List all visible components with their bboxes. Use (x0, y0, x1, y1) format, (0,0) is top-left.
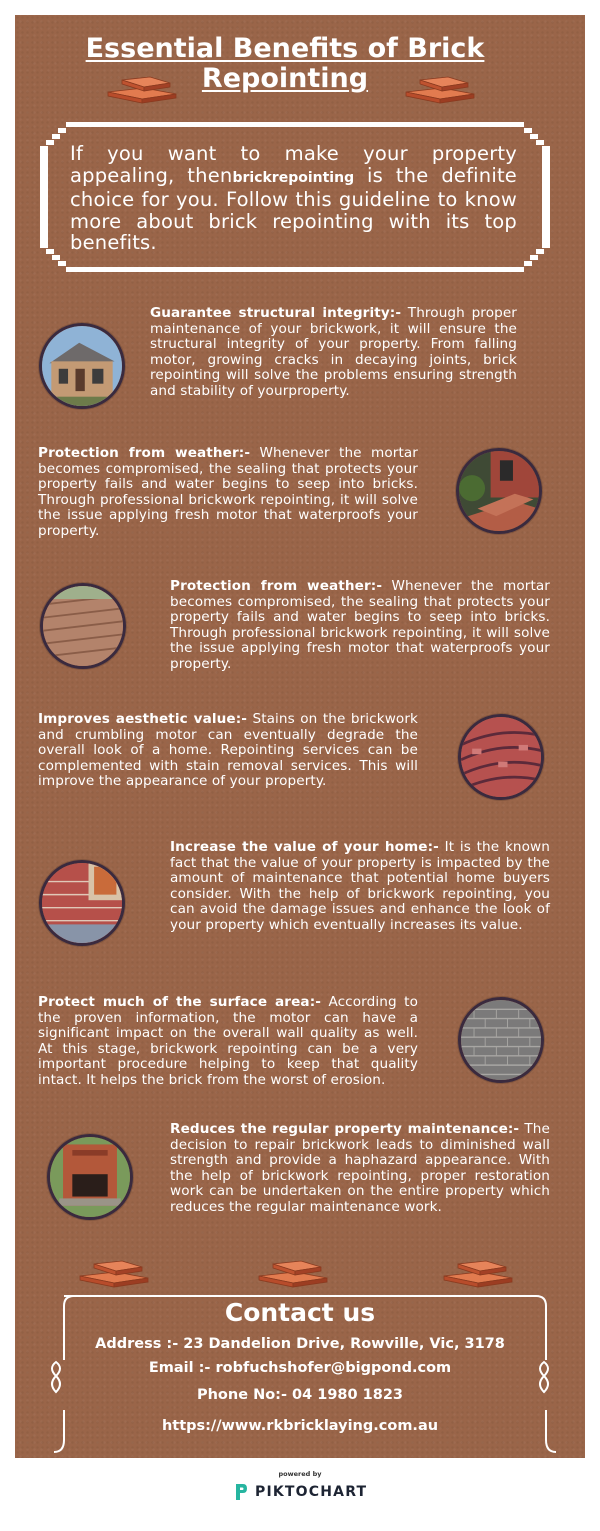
grey-brick-wall-photo (458, 997, 544, 1083)
contact-website-link[interactable]: https://www.rkbricklaying.com.au (161, 1418, 439, 1434)
brick-stack-icon (402, 72, 478, 104)
benefit-item: Guarantee structural integrity:- Through proper maintenance of your brickwork, it will ensure the structural integrity of your property. From falling motor, growing cracks in decaying joints, brick repointing will solve the problems ensuring strength and stability of yourproperty. (150, 305, 517, 399)
brick-steps-photo (456, 448, 542, 534)
contact-email[interactable]: Email :- robfuchshofer@bigpond.com (148, 1360, 452, 1376)
brick-house-photo (39, 323, 125, 409)
powered-by-label: powered by (278, 1470, 322, 1478)
benefit-item: Protection from weather:- Whenever the mortar becomes compromised, the sealing that protects your property fails and water begins to seep into bricks. Through professional brickwork repointing, it will solve the issue applying fresh motor that waterproofs your property. (170, 578, 550, 672)
roof-tiles-photo (40, 583, 126, 669)
contact-address: Address :- 23 Dandelion Drive, Rowville, Vic, 3178 (95, 1336, 505, 1352)
piktochart-wordmark: PIKTOCHART (255, 1484, 368, 1500)
piktochart-logo[interactable] (233, 1480, 373, 1504)
intro-highlight: brickrepointing (232, 169, 355, 186)
benefit-item: Protect much of the surface area:- According to the proven information, the motor can have a significant impact on the overall wall quality as well. At this stage, brickwork repointing can be a very important procedure helping to keep that quality intact. It helps the brick from the worst of erosion. (38, 994, 418, 1088)
contact-title: Contact us (224, 1298, 376, 1327)
benefit-item: Increase the value of your home:- It is the known fact that the value of your property is impacted by the amount of maintenance that potential home buyers consider. With the help of brickwork repointing, you can avoid the damage issues and enhance the look of your property which eventually increases its value. (170, 839, 550, 933)
brick-stack-icon (255, 1256, 331, 1288)
brick-stack-icon (76, 1256, 152, 1288)
benefit-item: Reduces the regular property maintenance:- The decision to repair brickwork leads to diminished wall strength and provide a haphazard appearance. With the help of brickwork repointing, proper restoration work can be undertaken on the entire property which reduces the regular maintenance work. (170, 1121, 550, 1215)
brick-stack-icon (104, 72, 180, 104)
brick-fireplace-photo (47, 1134, 133, 1220)
brick-stack-icon (440, 1256, 516, 1288)
curved-brick-photo (458, 714, 544, 800)
title-line-2: Repointing (201, 63, 369, 94)
contact-phone: Phone No:- 04 1980 1823 (196, 1387, 404, 1403)
benefit-item: Protection from weather:- Whenever the mortar becomes compromised, the sealing that protects your property fails and water begins to seep into bricks. Through professional brickwork repointing, it will solve the issue applying fresh motor that waterproofs your property. (38, 445, 418, 539)
piktochart-logo-icon (233, 1482, 249, 1502)
benefit-item: Improves aesthetic value:- Stains on the brickwork and crumbling motor can eventually degrade the overall look of a home. Repointing services can be complemented with stain removal services. This will improve the appearance of your property. (38, 711, 418, 790)
title-line-1: Essential Benefits of Brick (85, 33, 485, 64)
intro-paragraph: If you want to make your property appealing, thenbrickrepointing is the definite choice for you. Follow this guideline to know more about brick repointing with its top benefits. (70, 142, 517, 254)
brick-wall-window-photo (39, 860, 125, 946)
